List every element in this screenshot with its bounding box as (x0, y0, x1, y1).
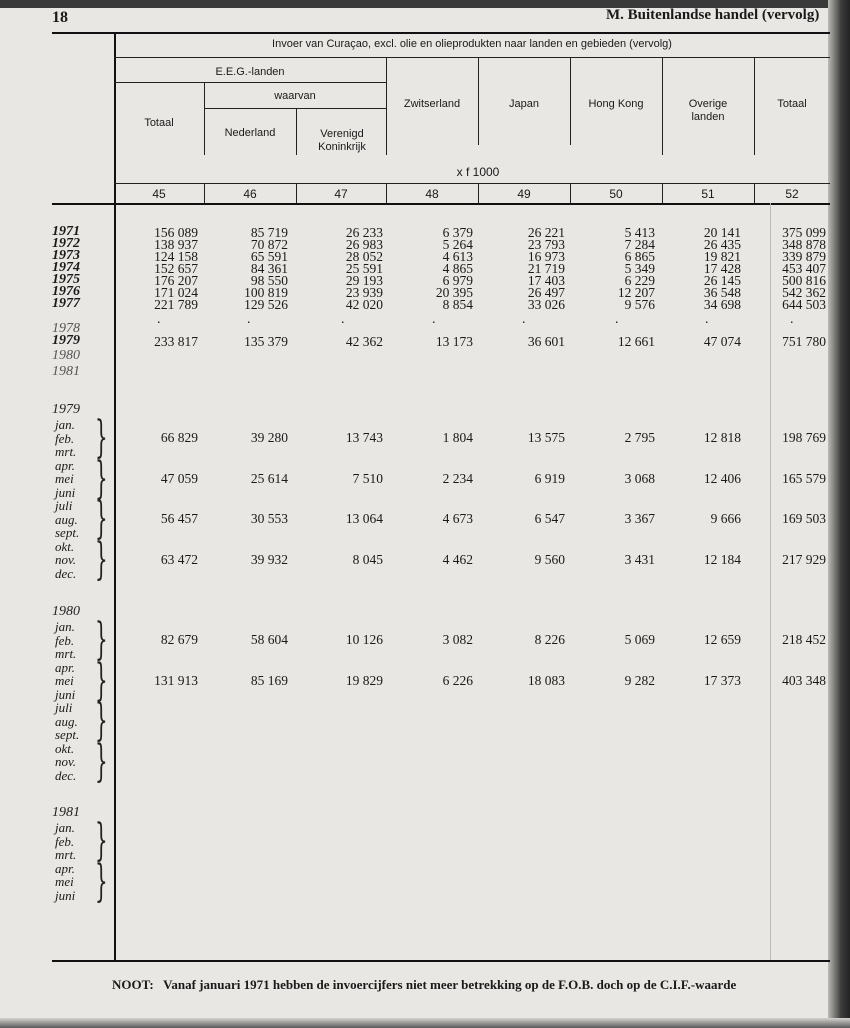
table-cell: 152 657 (154, 261, 198, 276)
table-cell: 8 045 (352, 551, 383, 567)
year-label: 1980 (52, 348, 80, 363)
table-cell: 6 979 (442, 273, 473, 288)
month-label: jan. (55, 820, 75, 835)
column-number: 49 (517, 187, 531, 201)
section-year-label: 1981 (52, 805, 80, 820)
table-cell: 2 795 (624, 430, 655, 445)
year-label: 1977 (52, 296, 80, 311)
table-cell: 171 024 (154, 285, 198, 300)
table-cell: 18 083 (527, 672, 565, 688)
month-label: dec. (55, 565, 77, 581)
table-cell: 348 878 (782, 237, 826, 252)
table-cell: 17 403 (527, 273, 565, 288)
table-cell: 6 229 (624, 273, 655, 288)
table-cell: 135 379 (244, 334, 288, 349)
table-cell: 13 064 (345, 511, 383, 526)
month-label: juni (55, 484, 76, 500)
table-cell: 339 879 (782, 249, 826, 264)
table-cell: 34 698 (703, 297, 741, 312)
month-label: juli (55, 700, 73, 715)
table-cell: 3 082 (442, 632, 473, 647)
column-number: 48 (425, 187, 439, 201)
brace-icon: } (95, 452, 108, 504)
table-cell: 23 939 (345, 285, 383, 300)
table-cell: 644 503 (782, 297, 826, 312)
table-cell: 23 793 (527, 237, 565, 252)
table-cell: 26 221 (527, 225, 565, 240)
dot-marker: . (790, 312, 794, 327)
page-number: 18 (52, 9, 68, 26)
table-cell: 9 282 (624, 672, 655, 688)
table-cell: 233 817 (154, 334, 198, 349)
scan-bottom-edge (0, 1018, 850, 1028)
table-cell: 10 126 (345, 632, 383, 647)
table-cell: 403 348 (782, 672, 826, 688)
table-cell: 542 362 (782, 285, 826, 300)
column-number: 47 (334, 187, 348, 201)
table-cell: 100 819 (244, 285, 288, 300)
year-label: 1975 (52, 272, 80, 287)
table-cell: 36 548 (703, 285, 741, 300)
col-header-verenigd-koninkrijk: Verenigd Koninkrijk (318, 128, 366, 153)
table-cell: 2 234 (442, 470, 473, 486)
month-label: feb. (55, 833, 75, 849)
table-cell: 500 816 (782, 273, 826, 288)
month-label: mrt. (55, 444, 77, 459)
col-header-totaal-eeg: Totaal (144, 117, 174, 129)
table-cell: 5 069 (624, 632, 655, 647)
brace-icon: } (95, 855, 108, 907)
table-cell: 84 361 (250, 261, 288, 276)
month-label: mrt. (55, 646, 77, 661)
month-label: dec. (55, 767, 77, 783)
brace-icon: } (95, 695, 108, 746)
dot-marker: . (615, 312, 619, 327)
table-cell: 4 462 (442, 551, 473, 567)
brace-icon: } (95, 654, 108, 706)
month-label: sept. (55, 525, 80, 540)
eeg-header: E.E.G.-landen (215, 66, 285, 78)
table-cell: 47 059 (160, 470, 198, 486)
table-cell: 8 854 (442, 297, 473, 312)
table-cell: 4 613 (442, 249, 473, 264)
month-label: feb. (55, 430, 75, 446)
table-cell: 17 428 (703, 261, 741, 276)
column-number: 45 (152, 187, 166, 201)
brace-icon: } (95, 815, 108, 866)
month-label: juni (55, 887, 76, 903)
table-cell: 25 614 (250, 470, 288, 486)
table-cell: 29 193 (345, 273, 383, 288)
table-cell: 453 407 (782, 261, 826, 276)
table-cell: 9 576 (624, 297, 655, 312)
month-label: sept. (55, 727, 80, 742)
table-cell: 6 379 (442, 225, 473, 240)
dot-marker: . (157, 312, 161, 327)
table-cell: 82 679 (160, 632, 198, 647)
month-label: nov. (55, 552, 77, 567)
table-cell: 9 560 (534, 551, 565, 567)
year-label: 1976 (52, 284, 80, 299)
month-label: juli (55, 498, 73, 513)
table-cell: 21 719 (527, 261, 565, 276)
table-cell: 5 264 (442, 237, 473, 252)
table-cell: 85 169 (250, 672, 288, 688)
column-number: 51 (701, 187, 715, 201)
section-year-label: 1980 (52, 604, 80, 619)
table-cell: 12 406 (703, 470, 741, 486)
col-header-totaal: Totaal (777, 98, 807, 110)
table-cell: 70 872 (250, 237, 288, 252)
table-cell: 36 601 (527, 334, 565, 349)
table-cell: 47 074 (703, 334, 741, 349)
table-cell: 13 173 (435, 334, 473, 349)
table-cell: 12 818 (703, 430, 741, 445)
table-cell: 198 769 (782, 430, 826, 445)
table-cell: 12 661 (617, 334, 655, 349)
table-cell: 16 973 (527, 249, 565, 264)
month-label: feb. (55, 632, 75, 648)
table-cell: 3 367 (624, 511, 655, 526)
table-cell: 13 575 (527, 430, 565, 445)
year-label: 1973 (52, 248, 80, 263)
table-cell: 26 497 (527, 285, 565, 300)
table-cell: 58 604 (250, 632, 288, 647)
table-cell: 26 435 (703, 237, 741, 252)
table-cell: 26 145 (703, 273, 741, 288)
table-cell: 33 026 (527, 297, 565, 312)
month-label: jan. (55, 417, 75, 432)
table-cell: 13 743 (345, 430, 383, 445)
table-cell: 98 550 (250, 273, 288, 288)
table-cell: 25 591 (345, 261, 383, 276)
col-header-hong-kong: Hong Kong (588, 98, 644, 110)
table-cell: 6 547 (534, 511, 565, 526)
table-cell: 375 099 (782, 225, 826, 240)
year-label: 1981 (52, 364, 80, 379)
footnote: NOOT: Vanaf januari 1971 hebben de invoercijfers niet meer betrekking op de F.O.B. doch op de C.I.F.-waarde (112, 977, 737, 992)
table-cell: 85 719 (250, 225, 288, 240)
month-label: apr. (55, 860, 75, 876)
table-cell: 17 373 (703, 672, 741, 688)
brace-icon: } (95, 614, 108, 665)
dot-marker: . (522, 312, 526, 327)
table-cell: 19 829 (345, 672, 383, 688)
table-cell: 7 284 (624, 237, 655, 252)
section-year-label: 1979 (52, 402, 80, 417)
brace-icon: } (95, 412, 108, 463)
dot-marker: . (247, 312, 251, 327)
table-cell: 56 457 (160, 511, 198, 526)
col-header-japan: Japan (509, 98, 539, 110)
month-label: nov. (55, 754, 77, 769)
col-header-nederland: Nederland (224, 127, 276, 139)
dot-marker: . (705, 312, 709, 327)
month-label: mei (55, 874, 74, 889)
col-header-zwitserland: Zwitserland (403, 98, 461, 110)
table-cell: 12 207 (617, 285, 655, 300)
month-label: okt. (55, 740, 75, 756)
table-cell: 6 865 (624, 249, 655, 264)
table-cell: 217 929 (782, 551, 826, 567)
year-label: 1978 (52, 321, 80, 336)
dot-marker: . (341, 312, 345, 327)
table-cell: 4 673 (442, 511, 473, 526)
table-cell: 4 865 (442, 261, 473, 276)
table-cell: 39 932 (250, 551, 288, 567)
table-cell: 20 141 (703, 225, 741, 240)
table-cell: 12 184 (703, 551, 741, 567)
table-cell: 138 937 (154, 237, 198, 252)
year-label: 1974 (52, 260, 80, 275)
table-cell: 5 349 (624, 261, 655, 276)
table-cell: 176 207 (154, 273, 198, 288)
table-cell: 1 804 (442, 430, 473, 445)
column-number: 52 (785, 187, 799, 201)
brace-icon: } (95, 493, 108, 544)
table-cell: 28 052 (345, 249, 383, 264)
month-label: okt. (55, 538, 75, 554)
table-cell: 20 395 (435, 285, 473, 300)
table-cell: 66 829 (160, 430, 198, 445)
brace-icon: } (95, 735, 108, 787)
table-cell: 218 452 (782, 632, 826, 647)
table-cell: 8 226 (534, 632, 565, 647)
month-label: mei (55, 673, 74, 688)
table-cell: 6 226 (442, 672, 473, 688)
table-cell: 7 510 (352, 470, 383, 486)
brace-icon: } (95, 533, 108, 585)
table-cell: 30 553 (250, 511, 288, 526)
table-cell: 9 666 (710, 511, 741, 526)
table-cell: 26 983 (345, 237, 383, 252)
table-title: Invoer van Curaçao, excl. olie en olieprodukten naar landen en gebieden (vervolg) (272, 38, 672, 50)
table-cell: 39 280 (250, 430, 288, 445)
month-label: juni (55, 686, 76, 702)
table-cell: 6 919 (534, 470, 565, 486)
year-label: 1971 (52, 224, 80, 239)
table-cell: 3 068 (624, 470, 655, 486)
table-cell: 26 233 (345, 225, 383, 240)
col-header-overige-landen: Overige landen (688, 98, 728, 123)
year-label: 1979 (52, 333, 80, 348)
unit-label: x f 1000 (456, 165, 500, 179)
month-label: mrt. (55, 847, 77, 862)
table-cell: 63 472 (160, 551, 198, 567)
month-label: mei (55, 471, 74, 486)
running-head: M. Buitenlandse handel (vervolg) (606, 7, 820, 23)
month-label: aug. (55, 713, 78, 729)
table-cell: 169 503 (782, 511, 826, 526)
table-cell: 129 526 (244, 297, 288, 312)
month-label: jan. (55, 619, 75, 634)
month-label: aug. (55, 511, 78, 527)
table-cell: 42 020 (345, 297, 383, 312)
table-cell: 131 913 (154, 672, 198, 688)
table-cell: 156 089 (154, 225, 198, 240)
table-cell: 124 158 (154, 249, 198, 264)
month-label: apr. (55, 457, 75, 473)
table-cell: 751 780 (782, 334, 826, 349)
table-cell: 12 659 (703, 632, 741, 647)
waarvan-header: waarvan (274, 90, 316, 102)
scan-binding-edge (828, 0, 850, 1028)
table-cell: 221 789 (154, 297, 198, 312)
table-cell: 65 591 (250, 249, 288, 264)
month-label: apr. (55, 659, 75, 675)
table-cell: 3 431 (624, 551, 655, 567)
table-cell: 5 413 (624, 225, 655, 240)
table-cell: 19 821 (703, 249, 741, 264)
table-cell: 42 362 (345, 334, 383, 349)
column-number: 46 (243, 187, 257, 201)
table-cell: 165 579 (782, 470, 826, 486)
year-label: 1972 (52, 236, 80, 251)
dot-marker: . (432, 312, 436, 327)
column-number: 50 (609, 187, 623, 201)
